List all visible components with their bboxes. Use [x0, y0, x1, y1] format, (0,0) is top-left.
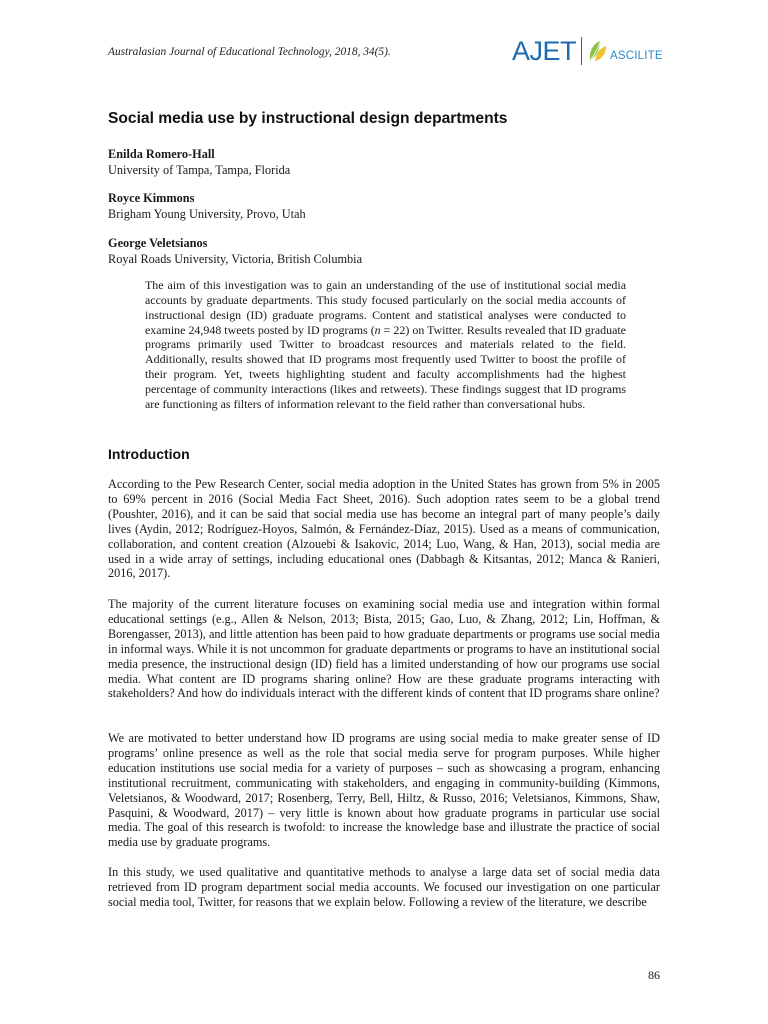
author-affiliation: Brigham Young University, Provo, Utah	[108, 207, 306, 221]
page-number: 86	[648, 968, 660, 982]
body-paragraph: In this study, we used qualitative and quantitative methods to analyse a large data set of social media data retrieved from ID program department social media accounts. We focused our investigation on one particular social media tool, Twitter, for reasons that we explain below. Following a review of the literature, we describe	[108, 865, 660, 909]
logo-ascilite-text: ASCILITE	[610, 50, 663, 62]
author-name: George Veletsianos	[108, 236, 208, 250]
author-name: Enilda Romero-Hall	[108, 147, 215, 161]
author-affiliation: Royal Roads University, Victoria, British Columbia	[108, 252, 363, 266]
abstract-text-start: The aim of this investigation was to gain an understanding of the use of institutional social media accounts by graduate departments. This study focused particularly on the social media accounts of instructional design (ID) graduate programs. Content and statistical analyses were conducted to examine 24,948 tweets posted by ID programs (	[145, 278, 626, 337]
abstract-text-end: = 22) on Twitter. Results revealed that ID graduate programs primarily used Twitter to broadcast resources and materials related to the field. Additionally, results showed that ID programs most frequently used Twitter to boost the profile of their program. Yet, tweets highlighting student and faculty accomplishments had the highest percentage of community interactions (likes and retweets). These findings suggest that ID programs are functioning as filters of information relevant to the field rather than conversational hubs.	[145, 322, 626, 411]
author-block	[108, 146, 290, 178]
author-block	[108, 190, 306, 222]
ascilite-leaf-icon	[587, 38, 609, 64]
journal-logo	[512, 34, 663, 68]
logo-divider	[581, 37, 582, 65]
abstract-n-symbol: n	[374, 322, 381, 337]
abstract	[145, 278, 626, 412]
section-heading-introduction: Introduction	[108, 446, 190, 462]
logo-ajet-text: AJET	[512, 35, 577, 66]
article-title: Social media use by instructional design departments	[108, 110, 508, 127]
body-paragraph: We are motivated to better understand how ID programs are using social media to make greater sense of ID programs’ online presence as well as the role that social media serve for program purposes. While higher education institutions use social media for a variety of purposes – such as showcasing a program, enhancing institutional recruitment, communicating with stakeholders, and engaging in community-building (Kimmons, Veletsianos, & Woodward, 2017; Rosenberg, Terry, Bell, Hiltz, & Russo, 2016; Veletsianos, Kimmons, Shaw, Pasquini, & Woodward, 2017) – very little is known about how graduate programs in particular use social media. The goal of this research is twofold: to increase the knowledge base and illustrate the practice of social media use by graduate programs.	[108, 731, 660, 850]
author-affiliation: University of Tampa, Tampa, Florida	[108, 163, 291, 177]
body-paragraph: The majority of the current literature focuses on examining social media use and integration within formal educational settings (e.g., Allen & Nelson, 2013; Bista, 2015; Gao, Luo, & Zhang, 2012; Lin, Hoffman, & Borengasser, 2013), and little attention has been paid to how graduate departments or programs use social media in informal ways. While it is not uncommon for graduate departments or programs to have an institutional social media presence, the instructional design (ID) field has a limited understanding of how our programs use social media. What content are ID programs sharing online? How are these graduate programs interacting with stakeholders? And how do individuals interact with the different kinds of content that ID programs share online?	[108, 597, 660, 701]
body-paragraph: According to the Pew Research Center, social media adoption in the United States has grown from 5% in 2005 to 69% percent in 2016 (Social Media Fact Sheet, 2016). Such adoption rates seem to be a global trend (Poushter, 2016), and it can be said that social media use has become an integral part of many people’s daily lives (Aydin, 2012; Rodríguez-Hoyos, Salmón, & Fernández-Díaz, 2015). Used as a means of communication, collaboration, and content creation (Alzouebi & Isakovic, 2014; Luo, Wang, & Han, 2013), social media are used in a wide array of settings, including educational ones (Dabbagh & Kitsantas, 2012; Manca & Ranieri, 2016, 2017).	[108, 477, 660, 581]
author-block	[108, 235, 362, 267]
author-name: Royce Kimmons	[108, 191, 195, 205]
journal-citation: Australasian Journal of Educational Technology, 2018, 34(5).	[108, 46, 391, 58]
